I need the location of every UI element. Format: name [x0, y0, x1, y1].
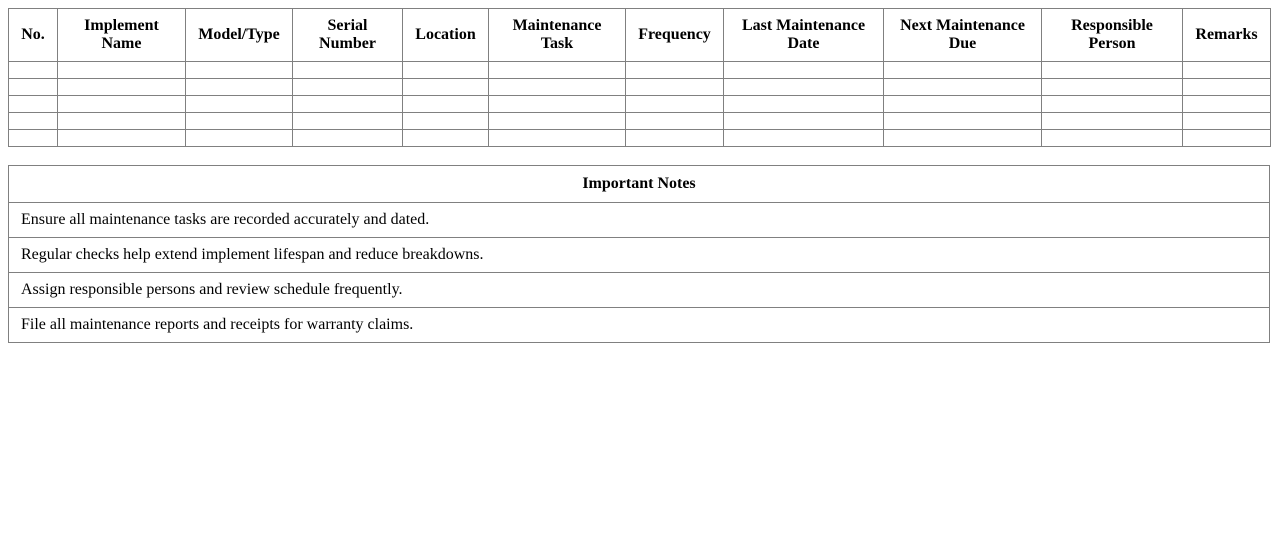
important-notes-table — [8, 165, 1270, 343]
table-cell[interactable] — [9, 130, 58, 147]
header-next-maintenance-due: Next Maintenance Due — [884, 9, 1042, 62]
header-location: Location — [403, 9, 489, 62]
note-item: Regular checks help extend implement lifespan and reduce breakdowns. — [9, 238, 1270, 273]
table-cell[interactable] — [293, 130, 403, 147]
note-row — [9, 273, 1270, 308]
table-cell[interactable] — [186, 96, 293, 113]
table-cell[interactable] — [1183, 113, 1271, 130]
table-cell[interactable] — [58, 62, 186, 79]
table-cell[interactable] — [1183, 96, 1271, 113]
note-row — [9, 238, 1270, 273]
table-cell[interactable] — [724, 79, 884, 96]
note-item: File all maintenance reports and receipts for warranty claims. — [9, 308, 1270, 343]
table-cell[interactable] — [58, 113, 186, 130]
table-cell[interactable] — [489, 113, 626, 130]
table-cell[interactable] — [403, 130, 489, 147]
table-cell[interactable] — [186, 130, 293, 147]
table-cell[interactable] — [1042, 62, 1183, 79]
table-cell[interactable] — [626, 130, 724, 147]
table-cell[interactable] — [884, 130, 1042, 147]
table-row — [9, 96, 1271, 113]
table-cell[interactable] — [884, 62, 1042, 79]
table-cell[interactable] — [186, 79, 293, 96]
table-cell[interactable] — [403, 79, 489, 96]
header-model-type: Model/Type — [186, 9, 293, 62]
notes-title: Important Notes — [9, 166, 1270, 203]
table-cell[interactable] — [626, 62, 724, 79]
table-cell[interactable] — [1042, 113, 1183, 130]
table-cell[interactable] — [1042, 79, 1183, 96]
table-cell[interactable] — [626, 79, 724, 96]
table-cell[interactable] — [884, 113, 1042, 130]
table-cell[interactable] — [489, 130, 626, 147]
table-row — [9, 62, 1271, 79]
table-cell[interactable] — [1183, 130, 1271, 147]
table-cell[interactable] — [403, 62, 489, 79]
header-frequency: Frequency — [626, 9, 724, 62]
header-responsible-person: Responsible Person — [1042, 9, 1183, 62]
header-number: No. — [9, 9, 58, 62]
header-remarks: Remarks — [1183, 9, 1271, 62]
table-cell[interactable] — [884, 79, 1042, 96]
header-maintenance-task: Maintenance Task — [489, 9, 626, 62]
table-row — [9, 130, 1271, 147]
table-cell[interactable] — [403, 96, 489, 113]
header-row — [9, 9, 1271, 62]
document — [8, 8, 1270, 343]
note-row — [9, 203, 1270, 238]
table-cell[interactable] — [626, 113, 724, 130]
table-cell[interactable] — [1042, 96, 1183, 113]
table-cell[interactable] — [186, 113, 293, 130]
table-row — [9, 79, 1271, 96]
table-cell[interactable] — [724, 96, 884, 113]
note-row — [9, 308, 1270, 343]
table-cell[interactable] — [489, 62, 626, 79]
notes-header-row — [9, 166, 1270, 203]
table-cell[interactable] — [293, 113, 403, 130]
table-cell[interactable] — [489, 96, 626, 113]
table-cell[interactable] — [58, 130, 186, 147]
header-last-maintenance-date: Last Maintenance Date — [724, 9, 884, 62]
table-cell[interactable] — [58, 79, 186, 96]
table-cell[interactable] — [9, 79, 58, 96]
table-cell[interactable] — [403, 113, 489, 130]
table-cell[interactable] — [724, 62, 884, 79]
maintenance-log-table — [8, 8, 1271, 147]
table-cell[interactable] — [884, 96, 1042, 113]
header-implement-name: Implement Name — [58, 9, 186, 62]
note-item: Ensure all maintenance tasks are recorded accurately and dated. — [9, 203, 1270, 238]
table-cell[interactable] — [1042, 130, 1183, 147]
table-cell[interactable] — [1183, 62, 1271, 79]
table-cell[interactable] — [293, 62, 403, 79]
table-cell[interactable] — [626, 96, 724, 113]
table-cell[interactable] — [489, 79, 626, 96]
table-cell[interactable] — [724, 130, 884, 147]
table-cell[interactable] — [58, 96, 186, 113]
table-cell[interactable] — [9, 96, 58, 113]
table-cell[interactable] — [186, 62, 293, 79]
note-item: Assign responsible persons and review schedule frequently. — [9, 273, 1270, 308]
log-table-body — [9, 62, 1271, 147]
table-cell[interactable] — [293, 96, 403, 113]
table-cell[interactable] — [9, 113, 58, 130]
table-cell[interactable] — [724, 113, 884, 130]
table-cell[interactable] — [1183, 79, 1271, 96]
table-row — [9, 113, 1271, 130]
header-serial-number: Serial Number — [293, 9, 403, 62]
table-cell[interactable] — [9, 62, 58, 79]
table-cell[interactable] — [293, 79, 403, 96]
